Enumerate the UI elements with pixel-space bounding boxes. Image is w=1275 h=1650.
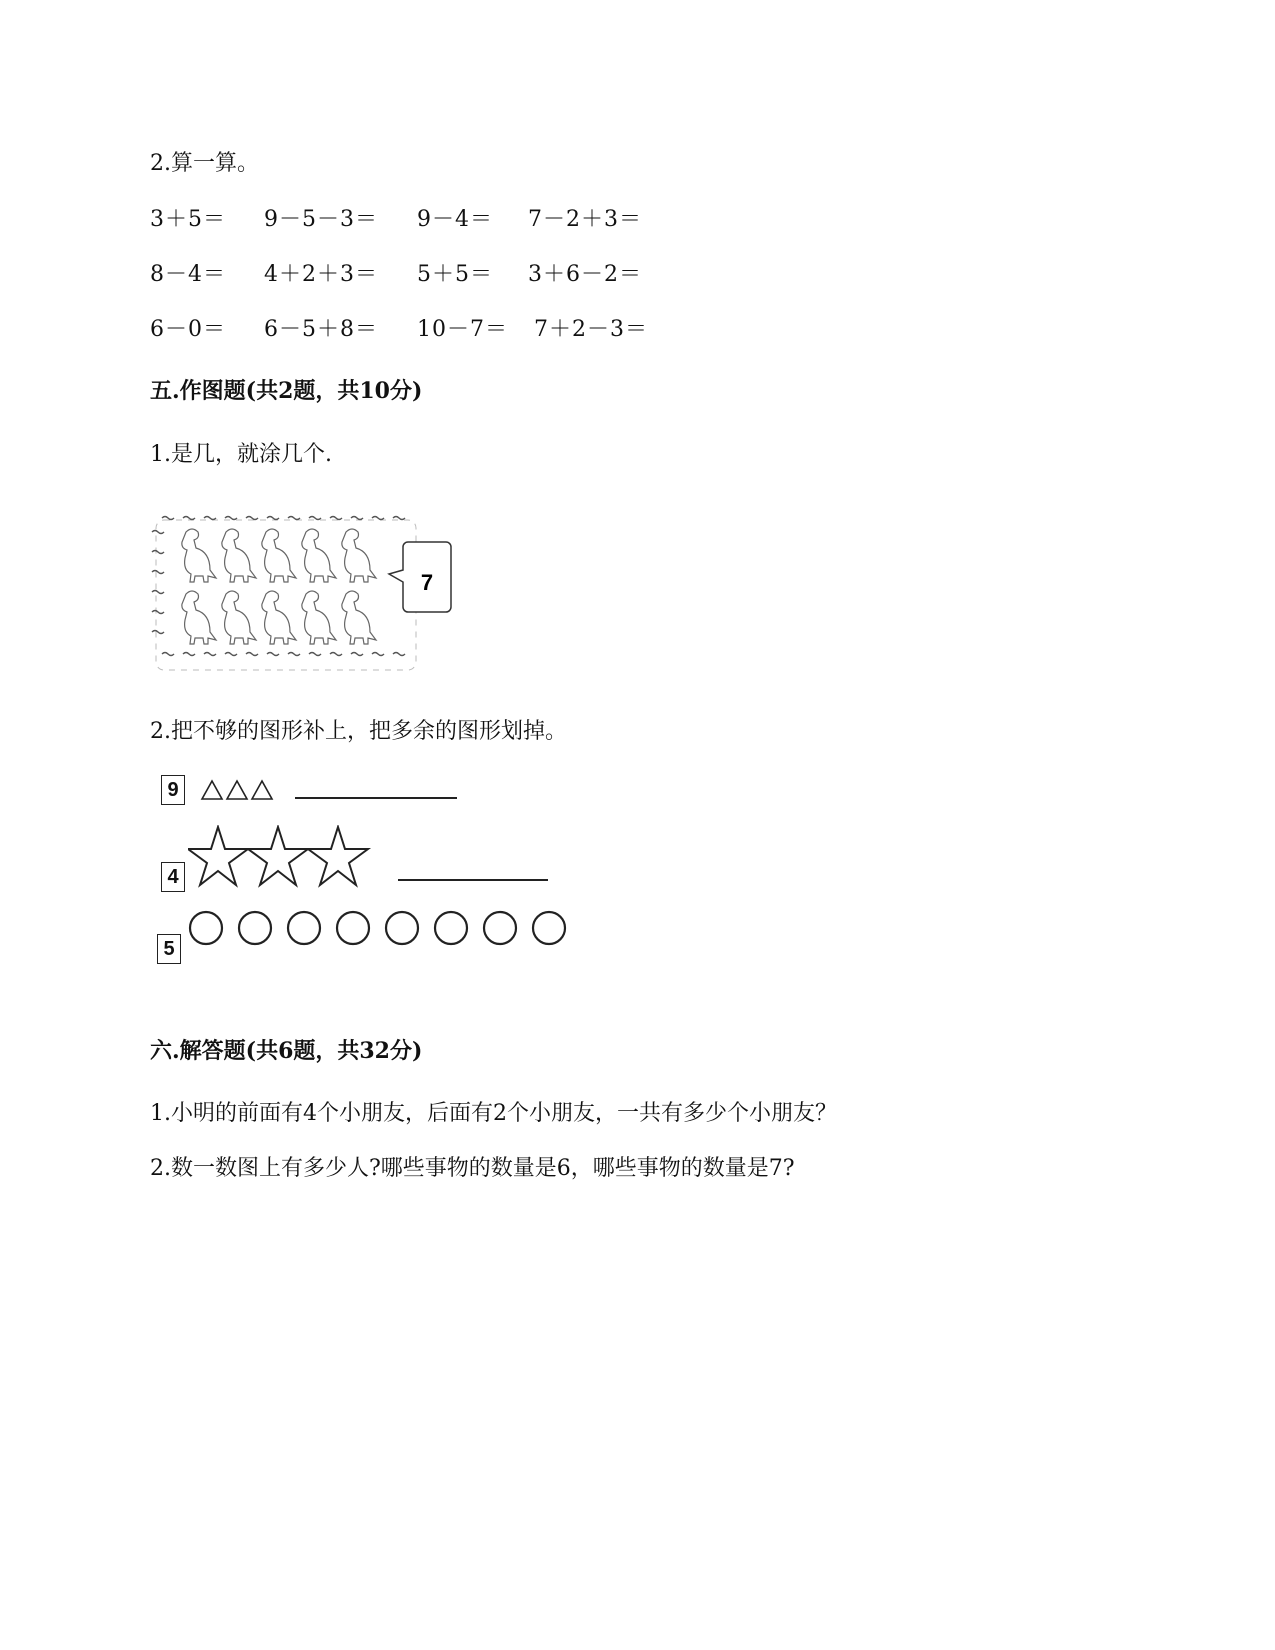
grass-mark: [183, 517, 195, 520]
calc-item: 7＋2－3＝: [534, 317, 648, 342]
grass-mark: [372, 517, 384, 520]
calc-item: 8－4＝: [150, 262, 226, 287]
dinosaur-shape: [262, 529, 296, 582]
grass-mark: [246, 653, 258, 656]
triangle-shape: [202, 781, 222, 799]
question-text: 1.小明的前面有4个小朋友，后面有2个小朋友，一共有多少个小朋友？: [150, 1101, 837, 1126]
grass-mark: [351, 653, 363, 656]
grass-mark: [183, 653, 195, 656]
grass-mark: [152, 571, 164, 574]
star-shape: [308, 827, 368, 885]
grass-mark: [351, 517, 363, 520]
section-heading: 六.解答题(共6题，共32分): [150, 1038, 423, 1064]
grass-mark: [162, 653, 174, 656]
question-text: 1.是几，就涂几个.: [150, 442, 332, 467]
dinosaur-figure: [150, 512, 460, 677]
calc-item: 7－2＋3＝: [528, 207, 642, 232]
dinosaur-shape: [302, 529, 336, 582]
dinosaur-shape: [182, 529, 216, 582]
bubble-number: 7: [420, 570, 434, 595]
dinosaur-shape: [302, 591, 336, 644]
grass-mark: [267, 653, 279, 656]
circle-shape: [288, 912, 320, 944]
circle-shape: [190, 912, 222, 944]
number-box: 9: [161, 775, 185, 805]
triangle-shape: [227, 781, 247, 799]
question-text: 2.数一数图上有多少人?哪些事物的数量是6，哪些事物的数量是7?: [150, 1156, 795, 1181]
calc-item: 3＋6－2＝: [528, 262, 642, 287]
grass-mark: [152, 591, 164, 594]
circle-shape: [337, 912, 369, 944]
calc-item: 9－5－3＝: [264, 207, 378, 232]
number-box: 5: [157, 934, 181, 964]
grass-mark: [225, 517, 237, 520]
dinosaur-shape: [342, 529, 376, 582]
circle-shape: [386, 912, 418, 944]
calc-item: 6－5＋8＝: [264, 317, 378, 342]
grass-mark: [372, 653, 384, 656]
grass-mark: [152, 611, 164, 614]
circle-shape: [239, 912, 271, 944]
triangle-shape: [252, 781, 272, 799]
dinosaur-shape: [222, 591, 256, 644]
star-shape: [248, 827, 308, 885]
grass-mark: [152, 631, 164, 634]
grass-mark: [204, 653, 216, 656]
calc-item: 9－4＝: [417, 207, 493, 232]
circle-shape: [484, 912, 516, 944]
grass-mark: [152, 531, 164, 534]
answer-line: [398, 879, 548, 881]
circle-row: [188, 908, 568, 948]
section-heading: 五.作图题(共2题，共10分): [150, 378, 423, 404]
star-shape: [188, 827, 248, 885]
dinosaur-shape: [222, 529, 256, 582]
grass-mark: [393, 517, 405, 520]
dinosaur-illustration: [150, 512, 460, 677]
grass-mark: [288, 517, 300, 520]
answer-line: [295, 797, 457, 799]
dinosaur-shape: [342, 591, 376, 644]
grass-mark: [309, 653, 321, 656]
question-title: 2.算一算。: [150, 151, 259, 176]
grass-mark: [330, 517, 342, 520]
star-row: [188, 825, 388, 890]
calc-item: 4＋2＋3＝: [264, 262, 378, 287]
grass-mark: [246, 517, 258, 520]
question-text: 2.把不够的图形补上，把多余的图形划掉。: [150, 719, 567, 744]
triangle-row: [200, 775, 280, 805]
grass-mark: [309, 517, 321, 520]
grass-mark: [204, 517, 216, 520]
dinosaur-shape: [262, 591, 296, 644]
calc-item: 3＋5＝: [150, 207, 226, 232]
dinosaur-shape: [182, 591, 216, 644]
grass-mark: [267, 517, 279, 520]
grass-mark: [330, 653, 342, 656]
circle-shape: [435, 912, 467, 944]
calc-item: 10－7＝: [417, 317, 508, 342]
calc-item: 5＋5＝: [417, 262, 493, 287]
dinosaur-group: [152, 517, 405, 656]
grass-mark: [152, 551, 164, 554]
calc-item: 6－0＝: [150, 317, 226, 342]
grass-mark: [288, 653, 300, 656]
number-box: 4: [161, 862, 185, 892]
grass-mark: [393, 653, 405, 656]
grass-mark: [225, 653, 237, 656]
grass-mark: [162, 517, 174, 520]
circle-shape: [533, 912, 565, 944]
shapes-figure: [150, 765, 600, 1005]
